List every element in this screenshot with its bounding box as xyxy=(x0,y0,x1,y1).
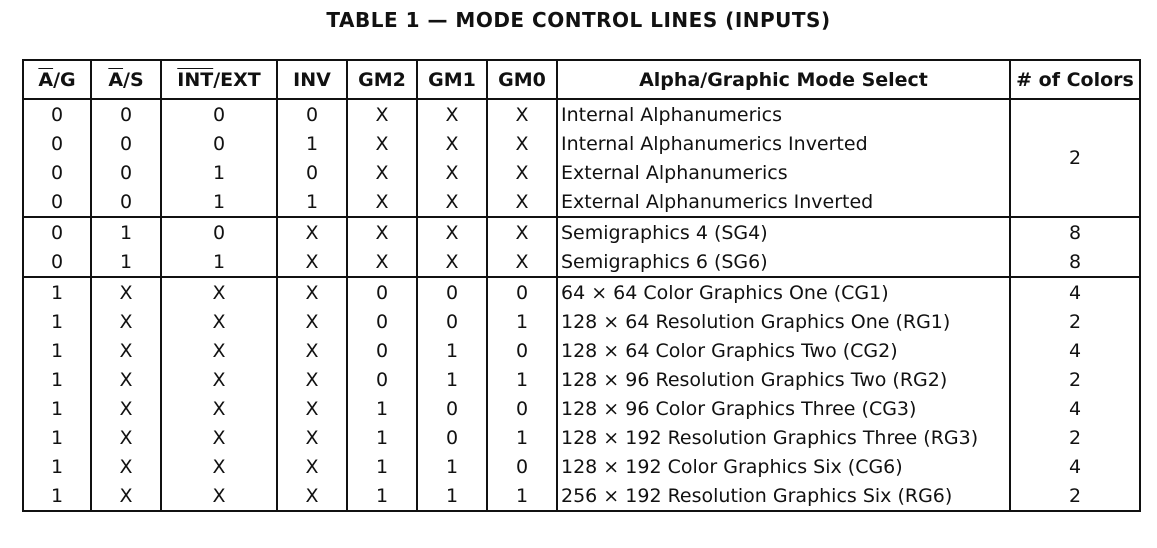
cell-gm1: 1 xyxy=(417,481,487,511)
cell-gm2: 1 xyxy=(347,423,417,452)
cell-colors: 2 xyxy=(1010,481,1140,511)
table-row xyxy=(23,158,1140,187)
cell-gm0: 1 xyxy=(487,423,557,452)
cell-mode: 128 × 96 Color Graphics Three (CG3) xyxy=(557,394,1010,423)
cell-ag: 1 xyxy=(23,277,91,307)
cell-colors: 2 xyxy=(1010,99,1140,217)
cell-as: X xyxy=(91,336,161,365)
cell-ag: 1 xyxy=(23,423,91,452)
cell-ag: 1 xyxy=(23,394,91,423)
cell-as: 0 xyxy=(91,99,161,129)
cell-as: 1 xyxy=(91,217,161,247)
cell-mode: External Alphanumerics Inverted xyxy=(557,187,1010,217)
header-as xyxy=(91,60,161,99)
cell-intext: X xyxy=(161,336,277,365)
cell-mode: Internal Alphanumerics Inverted xyxy=(557,129,1010,158)
cell-colors: 8 xyxy=(1010,217,1140,247)
cell-inv: X xyxy=(277,452,347,481)
cell-ag: 0 xyxy=(23,158,91,187)
mode-control-table xyxy=(22,59,1141,512)
cell-ag: 1 xyxy=(23,336,91,365)
cell-ag: 0 xyxy=(23,129,91,158)
cell-inv: X xyxy=(277,423,347,452)
cell-gm1: X xyxy=(417,247,487,277)
cell-mode: Internal Alphanumerics xyxy=(557,99,1010,129)
table-row xyxy=(23,452,1140,481)
cell-gm2: 1 xyxy=(347,481,417,511)
cell-colors: 4 xyxy=(1010,452,1140,481)
cell-gm0: X xyxy=(487,158,557,187)
cell-as: 0 xyxy=(91,129,161,158)
cell-ag: 1 xyxy=(23,452,91,481)
table-row xyxy=(23,394,1140,423)
cell-gm1: 0 xyxy=(417,307,487,336)
cell-gm2: 0 xyxy=(347,277,417,307)
cell-gm1: X xyxy=(417,158,487,187)
cell-mode: 64 × 64 Color Graphics One (CG1) xyxy=(557,277,1010,307)
cell-as: X xyxy=(91,307,161,336)
cell-as: 0 xyxy=(91,158,161,187)
cell-gm1: X xyxy=(417,187,487,217)
cell-gm2: X xyxy=(347,129,417,158)
table-row xyxy=(23,187,1140,217)
cell-gm1: X xyxy=(417,217,487,247)
header-gm1: GM1 xyxy=(417,60,487,99)
cell-mode: Semigraphics 6 (SG6) xyxy=(557,247,1010,277)
cell-gm1: 1 xyxy=(417,452,487,481)
header-intext xyxy=(161,60,277,99)
cell-gm0: 0 xyxy=(487,452,557,481)
cell-intext: X xyxy=(161,277,277,307)
cell-inv: 0 xyxy=(277,99,347,129)
cell-inv: X xyxy=(277,394,347,423)
table-row xyxy=(23,336,1140,365)
table-row xyxy=(23,129,1140,158)
cell-inv: X xyxy=(277,336,347,365)
cell-intext: X xyxy=(161,365,277,394)
cell-gm0: 0 xyxy=(487,394,557,423)
cell-ag: 1 xyxy=(23,307,91,336)
cell-mode: 128 × 64 Color Graphics Two (CG2) xyxy=(557,336,1010,365)
header-mode: Alpha/Graphic Mode Select xyxy=(557,60,1010,99)
header-gm0: GM0 xyxy=(487,60,557,99)
cell-ag: 0 xyxy=(23,99,91,129)
table-title: TABLE 1 — MODE CONTROL LINES (INPUTS) xyxy=(326,8,831,32)
cell-gm0: 1 xyxy=(487,481,557,511)
cell-inv: 1 xyxy=(277,187,347,217)
cell-inv: 1 xyxy=(277,129,347,158)
cell-gm0: X xyxy=(487,187,557,217)
cell-intext: 1 xyxy=(161,247,277,277)
table-row xyxy=(23,307,1140,336)
cell-gm0: 1 xyxy=(487,365,557,394)
cell-gm2: 1 xyxy=(347,452,417,481)
cell-colors: 2 xyxy=(1010,365,1140,394)
cell-inv: X xyxy=(277,217,347,247)
cell-gm1: 1 xyxy=(417,365,487,394)
header-intext-overline: $\overline{INT}$ xyxy=(177,68,214,91)
cell-gm1: 0 xyxy=(417,423,487,452)
cell-gm0: X xyxy=(487,129,557,158)
cell-gm2: X xyxy=(347,99,417,129)
header-as-rest: /S xyxy=(123,68,144,91)
cell-inv: X xyxy=(277,307,347,336)
cell-ag: 1 xyxy=(23,365,91,394)
header-intext-rest: /EXT xyxy=(213,68,261,91)
cell-gm0: X xyxy=(487,99,557,129)
table-row xyxy=(23,277,1140,307)
cell-gm1: 0 xyxy=(417,394,487,423)
table-row xyxy=(23,365,1140,394)
cell-as: X xyxy=(91,423,161,452)
cell-gm2: 1 xyxy=(347,394,417,423)
header-ag-rest: /G xyxy=(53,68,76,91)
cell-mode: External Alphanumerics xyxy=(557,158,1010,187)
cell-mode: 128 × 192 Color Graphics Six (CG6) xyxy=(557,452,1010,481)
cell-gm0: X xyxy=(487,217,557,247)
cell-colors: 4 xyxy=(1010,394,1140,423)
cell-as: 0 xyxy=(91,187,161,217)
header-gm2: GM2 xyxy=(347,60,417,99)
table-row xyxy=(23,99,1140,129)
cell-ag: 0 xyxy=(23,217,91,247)
cell-intext: 0 xyxy=(161,99,277,129)
cell-as: X xyxy=(91,394,161,423)
cell-colors: 2 xyxy=(1010,307,1140,336)
cell-gm2: 0 xyxy=(347,336,417,365)
cell-colors: 4 xyxy=(1010,277,1140,307)
cell-gm2: 0 xyxy=(347,307,417,336)
cell-as: X xyxy=(91,277,161,307)
cell-gm0: 1 xyxy=(487,307,557,336)
cell-gm1: X xyxy=(417,99,487,129)
header-inv: INV xyxy=(277,60,347,99)
cell-inv: X xyxy=(277,247,347,277)
cell-gm1: 1 xyxy=(417,336,487,365)
table-row xyxy=(23,423,1140,452)
cell-as: X xyxy=(91,365,161,394)
cell-intext: 0 xyxy=(161,129,277,158)
cell-gm2: X xyxy=(347,187,417,217)
cell-as: X xyxy=(91,452,161,481)
cell-gm0: 0 xyxy=(487,336,557,365)
cell-intext: 0 xyxy=(161,217,277,247)
cell-gm0: X xyxy=(487,247,557,277)
cell-gm2: 0 xyxy=(347,365,417,394)
table-row xyxy=(23,247,1140,277)
cell-mode: 128 × 192 Resolution Graphics Three (RG3) xyxy=(557,423,1010,452)
cell-mode: 128 × 96 Resolution Graphics Two (RG2) xyxy=(557,365,1010,394)
cell-intext: 1 xyxy=(161,187,277,217)
cell-gm2: X xyxy=(347,247,417,277)
cell-colors: 2 xyxy=(1010,423,1140,452)
header-row xyxy=(23,60,1140,99)
cell-gm1: 0 xyxy=(417,277,487,307)
header-ag-overline: $\overline{A}$ xyxy=(38,68,54,91)
cell-gm0: 0 xyxy=(487,277,557,307)
cell-colors: 4 xyxy=(1010,336,1140,365)
cell-ag: 1 xyxy=(23,481,91,511)
cell-inv: X xyxy=(277,277,347,307)
header-colors: # of Colors xyxy=(1010,60,1140,99)
cell-mode: Semigraphics 4 (SG4) xyxy=(557,217,1010,247)
cell-mode: 256 × 192 Resolution Graphics Six (RG6) xyxy=(557,481,1010,511)
table-row xyxy=(23,481,1140,511)
cell-gm2: X xyxy=(347,217,417,247)
cell-intext: X xyxy=(161,423,277,452)
cell-colors: 8 xyxy=(1010,247,1140,277)
cell-gm2: X xyxy=(347,158,417,187)
cell-mode: 128 × 64 Resolution Graphics One (RG1) xyxy=(557,307,1010,336)
cell-inv: 0 xyxy=(277,158,347,187)
header-as-overline: $\overline{A}$ xyxy=(108,68,124,91)
cell-intext: X xyxy=(161,481,277,511)
cell-intext: X xyxy=(161,307,277,336)
cell-intext: X xyxy=(161,394,277,423)
cell-gm1: X xyxy=(417,129,487,158)
header-ag xyxy=(23,60,91,99)
cell-inv: X xyxy=(277,365,347,394)
cell-ag: 0 xyxy=(23,187,91,217)
cell-intext: 1 xyxy=(161,158,277,187)
table-row xyxy=(23,217,1140,247)
cell-intext: X xyxy=(161,452,277,481)
cell-ag: 0 xyxy=(23,247,91,277)
table-body xyxy=(23,99,1140,511)
cell-inv: X xyxy=(277,481,347,511)
cell-as: X xyxy=(91,481,161,511)
cell-as: 1 xyxy=(91,247,161,277)
